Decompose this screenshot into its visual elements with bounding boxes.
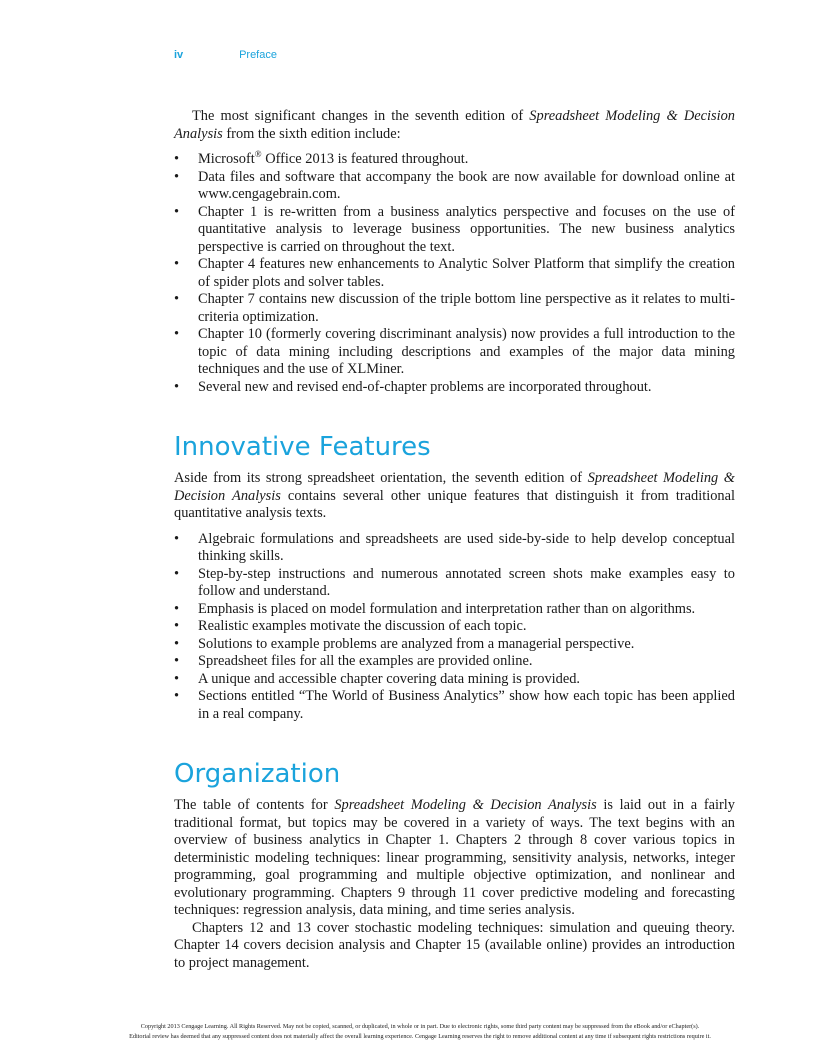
- book-title: Spreadsheet Modeling & Decision Analysis: [174, 470, 735, 504]
- change-item-end: Office 2013 is featured throughout.: [261, 151, 469, 167]
- list-item: • Emphasis is placed on model formulation and interpretation rather than on algorithms.: [174, 601, 735, 619]
- list-item: • Chapter 10 (formerly covering discriminant analysis) now provides a full introduction to the topic of data mining including descriptions and examples of the major data mining techniques and the use of XLMiner.: [174, 326, 735, 379]
- list-item: • Algebraic formulations and spreadsheets are used side-by-side to help develop conceptual thinking skills.: [174, 531, 735, 566]
- section-heading-innovative-features: Innovative Features: [174, 432, 431, 462]
- list-item: • A unique and accessible chapter covering data mining is provided.: [174, 671, 735, 689]
- running-head: [174, 49, 277, 61]
- list-item: • Step-by-step instructions and numerous annotated screen shots make examples easy to follow and understand.: [174, 566, 735, 601]
- registered-mark: ®: [254, 149, 262, 160]
- organization-text-start: The table of contents for: [174, 797, 335, 813]
- section-heading-organization: Organization: [174, 759, 341, 789]
- list-item: • Several new and revised end-of-chapter problems are incorporated throughout.: [174, 379, 735, 397]
- intro-text-end: from the sixth edition include:: [222, 125, 401, 142]
- list-item: [174, 151, 735, 169]
- innovative-paragraph: [174, 470, 735, 523]
- organization-paragraph-2: Chapters 12 and 13 cover stochastic modeling techniques: simulation and queuing theory. Chapter 14 covers decision analysis and Chapter 15 (available online) provides an introduction to project management.: [174, 919, 735, 971]
- page-body: [174, 108, 735, 972]
- organization-text-end: is laid out in a fairly traditional format, but topics may be covered in a variety of ways. The text begins with an overview of business analytics in Chapter 1. Chapters 2 through 8 cover various topics in deterministic modeling techniques: linear programming, sensitivity analysis, networks, integer programming, goal programming and multiple objective optimization, and nonlinear and evolutionary programming. Chapters 9 through 11 cover predictive modeling and forecasting techniques: regression analysis, data mining, and time series analysis.: [174, 797, 735, 918]
- changes-list: [174, 151, 735, 396]
- list-item: • Sections entitled “The World of Business Analytics” show how each topic has been applied in a real company.: [174, 688, 735, 723]
- list-item: • Chapter 4 features new enhancements to Analytic Solver Platform that simplify the creation of spider plots and solver tables.: [174, 256, 735, 291]
- running-title: Preface: [239, 49, 277, 61]
- copyright-line-2: Editorial review has deemed that any suppressed content does not materially affect the overall learning experience. Cengage Learning reserves the right to remove additional content at any time if subsequent rights restrictions require it.: [129, 1033, 711, 1040]
- intro-text-start: The most significant changes in the seventh edition of: [192, 108, 530, 124]
- copyright-footer: [0, 1022, 840, 1042]
- organization-paragraph: [174, 797, 735, 920]
- list-item: • Spreadsheet files for all the examples are provided online.: [174, 653, 735, 671]
- list-item: • Solutions to example problems are analyzed from a managerial perspective.: [174, 636, 735, 654]
- page-number: iv: [174, 49, 184, 61]
- intro-paragraph: [174, 108, 735, 143]
- list-item: • Data files and software that accompany the book are now available for download online at www.cengagebrain.com.: [174, 169, 735, 204]
- list-item: • Chapter 7 contains new discussion of the triple bottom line perspective as it relates to multi-criteria optimization.: [174, 291, 735, 326]
- list-item: • Chapter 1 is re-written from a business analytics perspective and focuses on the use of quantitative analysis to leverage business opportunities. The new business analytics perspective is carried on throughout the text.: [174, 204, 735, 257]
- innovative-text-end: contains several other unique features that distinguish it from traditional quantitative analysis texts.: [174, 487, 735, 521]
- copyright-line-1: Copyright 2013 Cengage Learning. All Rights Reserved. May not be copied, scanned, or duplicated, in whole or in part. Due to electronic rights, some third party content may be suppressed from the eBook and/or eChapter(s).: [140, 1023, 700, 1030]
- book-title: Spreadsheet Modeling & Decision Analysis: [334, 797, 597, 813]
- list-item: • Realistic examples motivate the discussion of each topic.: [174, 618, 735, 636]
- features-list: [174, 531, 735, 724]
- innovative-text-start: Aside from its strong spreadsheet orientation, the seventh edition of: [174, 470, 588, 486]
- book-title: Spreadsheet Modeling & Decision Analysis: [174, 108, 735, 142]
- change-item-start: Microsoft: [198, 151, 255, 167]
